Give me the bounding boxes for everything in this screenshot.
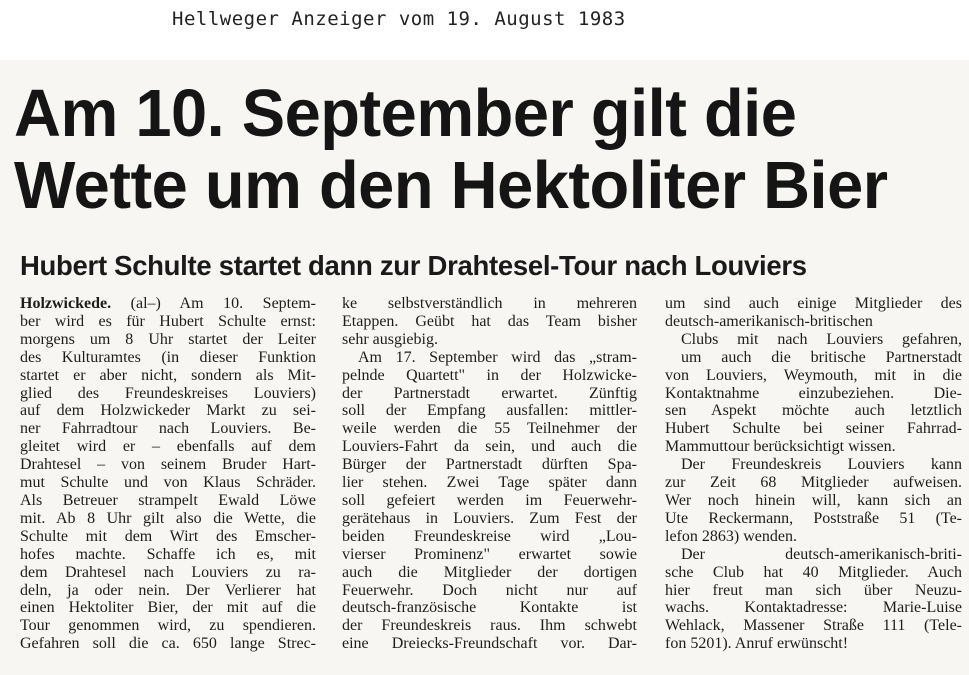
- text-line: [20, 295, 316, 313]
- text-line: Bürger der Partnerstadt dürften Spa-: [342, 456, 637, 474]
- text-line: einen Hektoliter Bier, der mit auf die: [20, 599, 316, 617]
- article-column-3: [665, 295, 962, 653]
- text-line: fon 5201). Anruf erwünscht!: [665, 635, 849, 653]
- headline: [14, 78, 936, 222]
- text-line: sen Aspekt möchte auch letztlich: [665, 402, 962, 420]
- text-line: beiden Freundeskreise wird „Lou-: [342, 527, 637, 545]
- text-line: ner Fahrradtour nach Louviers. Be-: [20, 420, 316, 438]
- text-line: Etappen. Geübt hat das Team bisher: [342, 312, 637, 330]
- text-line: von Louviers, Weymouth, mit in die: [665, 366, 962, 384]
- text-line: sche Club hat 40 Mitglieder. Auch: [665, 563, 962, 581]
- text-line: Tour genommen wird, zu spendieren.: [20, 617, 316, 635]
- subheadline: Hubert Schulte startet dann zur Drahtesel-Tour nach Louviers: [20, 250, 807, 281]
- text-line: mit. Ab 8 Uhr gilt also die Wette, die: [20, 509, 316, 527]
- text-line: der Freundeskreis raus. Ihm schwebt: [342, 617, 637, 635]
- text-line: dem Drahtesel nach Louviers zu ra-: [20, 563, 316, 581]
- headline-line-2: Wette um den Hektoliter Bier: [14, 148, 888, 223]
- text-line: Clubs mit nach Louviers gefahren,: [681, 330, 962, 348]
- text-line: des Kulturamtes (in dieser Funktion: [20, 348, 316, 366]
- text-line: Mammuttour berücksichtigt wissen.: [665, 438, 896, 456]
- text-line: deutsch-amerikanisch-britischen: [665, 312, 873, 330]
- text-line: Der deutsch-amerikanisch-briti-: [681, 545, 962, 563]
- text-line: ke selbstverständlich in mehreren: [342, 295, 637, 312]
- text-line: wachs. Kontaktadresse: Marie-Luise: [665, 599, 962, 617]
- text-line: morgens um 8 Uhr startet der Leiter: [20, 330, 316, 348]
- text-line: Kontaktnahme einzubeziehen. Die-: [665, 384, 962, 402]
- text-line: gerätehaus in Louviers. Zum Fest der: [342, 509, 637, 527]
- text-line: lier stehen. Zwei Tage später dann: [342, 474, 637, 492]
- text-line: hofes machte. Schaffe ich es, mit: [20, 545, 316, 563]
- text-line: soll der Empfang ausfallen: mittler-: [342, 402, 637, 420]
- text-line: Als Betreuer strampelt Ewald Löwe: [20, 491, 316, 509]
- text-line: Wehlack, Massener Straße 111 (Tele-: [665, 617, 962, 635]
- text-line: glied des Freundeskreises Louviers): [20, 384, 316, 402]
- text-line: startet er aber nicht, sondern als Mit-: [20, 366, 316, 384]
- text-line: hier freut man sich über Neuzu-: [665, 581, 962, 599]
- text-line: Gefahren soll die ca. 650 lange Strec-: [20, 635, 316, 653]
- text-line: Am 17. September wird das „stram-: [358, 348, 637, 366]
- text-line: auf dem Holzwickeder Markt zu sei-: [20, 402, 316, 420]
- text-line: zur Zeit 68 Mitglieder aufweisen.: [665, 474, 962, 492]
- text-line: sehr ausgiebig.: [342, 330, 438, 348]
- text-line: Drahtesel – von seinem Bruder Hart-: [20, 456, 316, 474]
- dateline: Holzwickede.: [20, 295, 112, 312]
- text-line: gleitet wird er – ebenfalls auf dem: [20, 438, 316, 456]
- text-line: vierser Prominenz" erwartet sowie: [342, 545, 637, 563]
- source-caption: Hellweger Anzeiger vom 19. August 1983: [172, 8, 626, 30]
- text-line: pelnde Quartett" in der Holzwicke-: [342, 366, 637, 384]
- text-line: eine Dreiecks-Freundschaft vor. Dar-: [342, 635, 637, 653]
- article-column-1: [20, 295, 316, 653]
- article-column-2: [342, 295, 637, 653]
- headline-line-1: Am 10. September gilt die: [14, 76, 797, 151]
- text-line: Louviers-Fahrt da sein, und auch die: [342, 438, 637, 456]
- text-line: Der Freundeskreis Louviers kann: [681, 456, 962, 474]
- text-line: Schulte mit dem Wirt des Emscher-: [20, 527, 316, 545]
- text-line: weile werden die 55 Teilnehmer der: [342, 420, 637, 438]
- text-line-fragment: (al–) Am 10. Septem-: [111, 295, 316, 312]
- text-line: soll gefeiert werden im Feuerwehr-: [342, 491, 637, 509]
- text-line: deutsch-französische Kontakte ist: [342, 599, 637, 617]
- text-line: ber wird es für Hubert Schulte ernst:: [20, 312, 316, 330]
- text-line: der Partnerstadt erwartet. Zünftig: [342, 384, 637, 402]
- text-line: mut Schulte und von Klaus Schräder.: [20, 474, 316, 492]
- text-line: Ute Reckermann, Poststraße 51 (Te-: [665, 509, 962, 527]
- text-line: um sind auch einige Mitglieder des: [665, 295, 962, 312]
- text-line: Feuerwehr. Doch nicht nur auf: [342, 581, 637, 599]
- text-line: deln, ja oder nein. Der Verlierer hat: [20, 581, 316, 599]
- text-line: Wer noch hinein will, kann sich an: [665, 491, 962, 509]
- text-line: Hubert Schulte bei seiner Fahrrad-: [665, 420, 962, 438]
- text-line: auch die Mitglieder der dortigen: [342, 563, 637, 581]
- text-line: um auch die britische Partnerstadt: [681, 348, 962, 366]
- text-line: lefon 2863) wenden.: [665, 527, 797, 545]
